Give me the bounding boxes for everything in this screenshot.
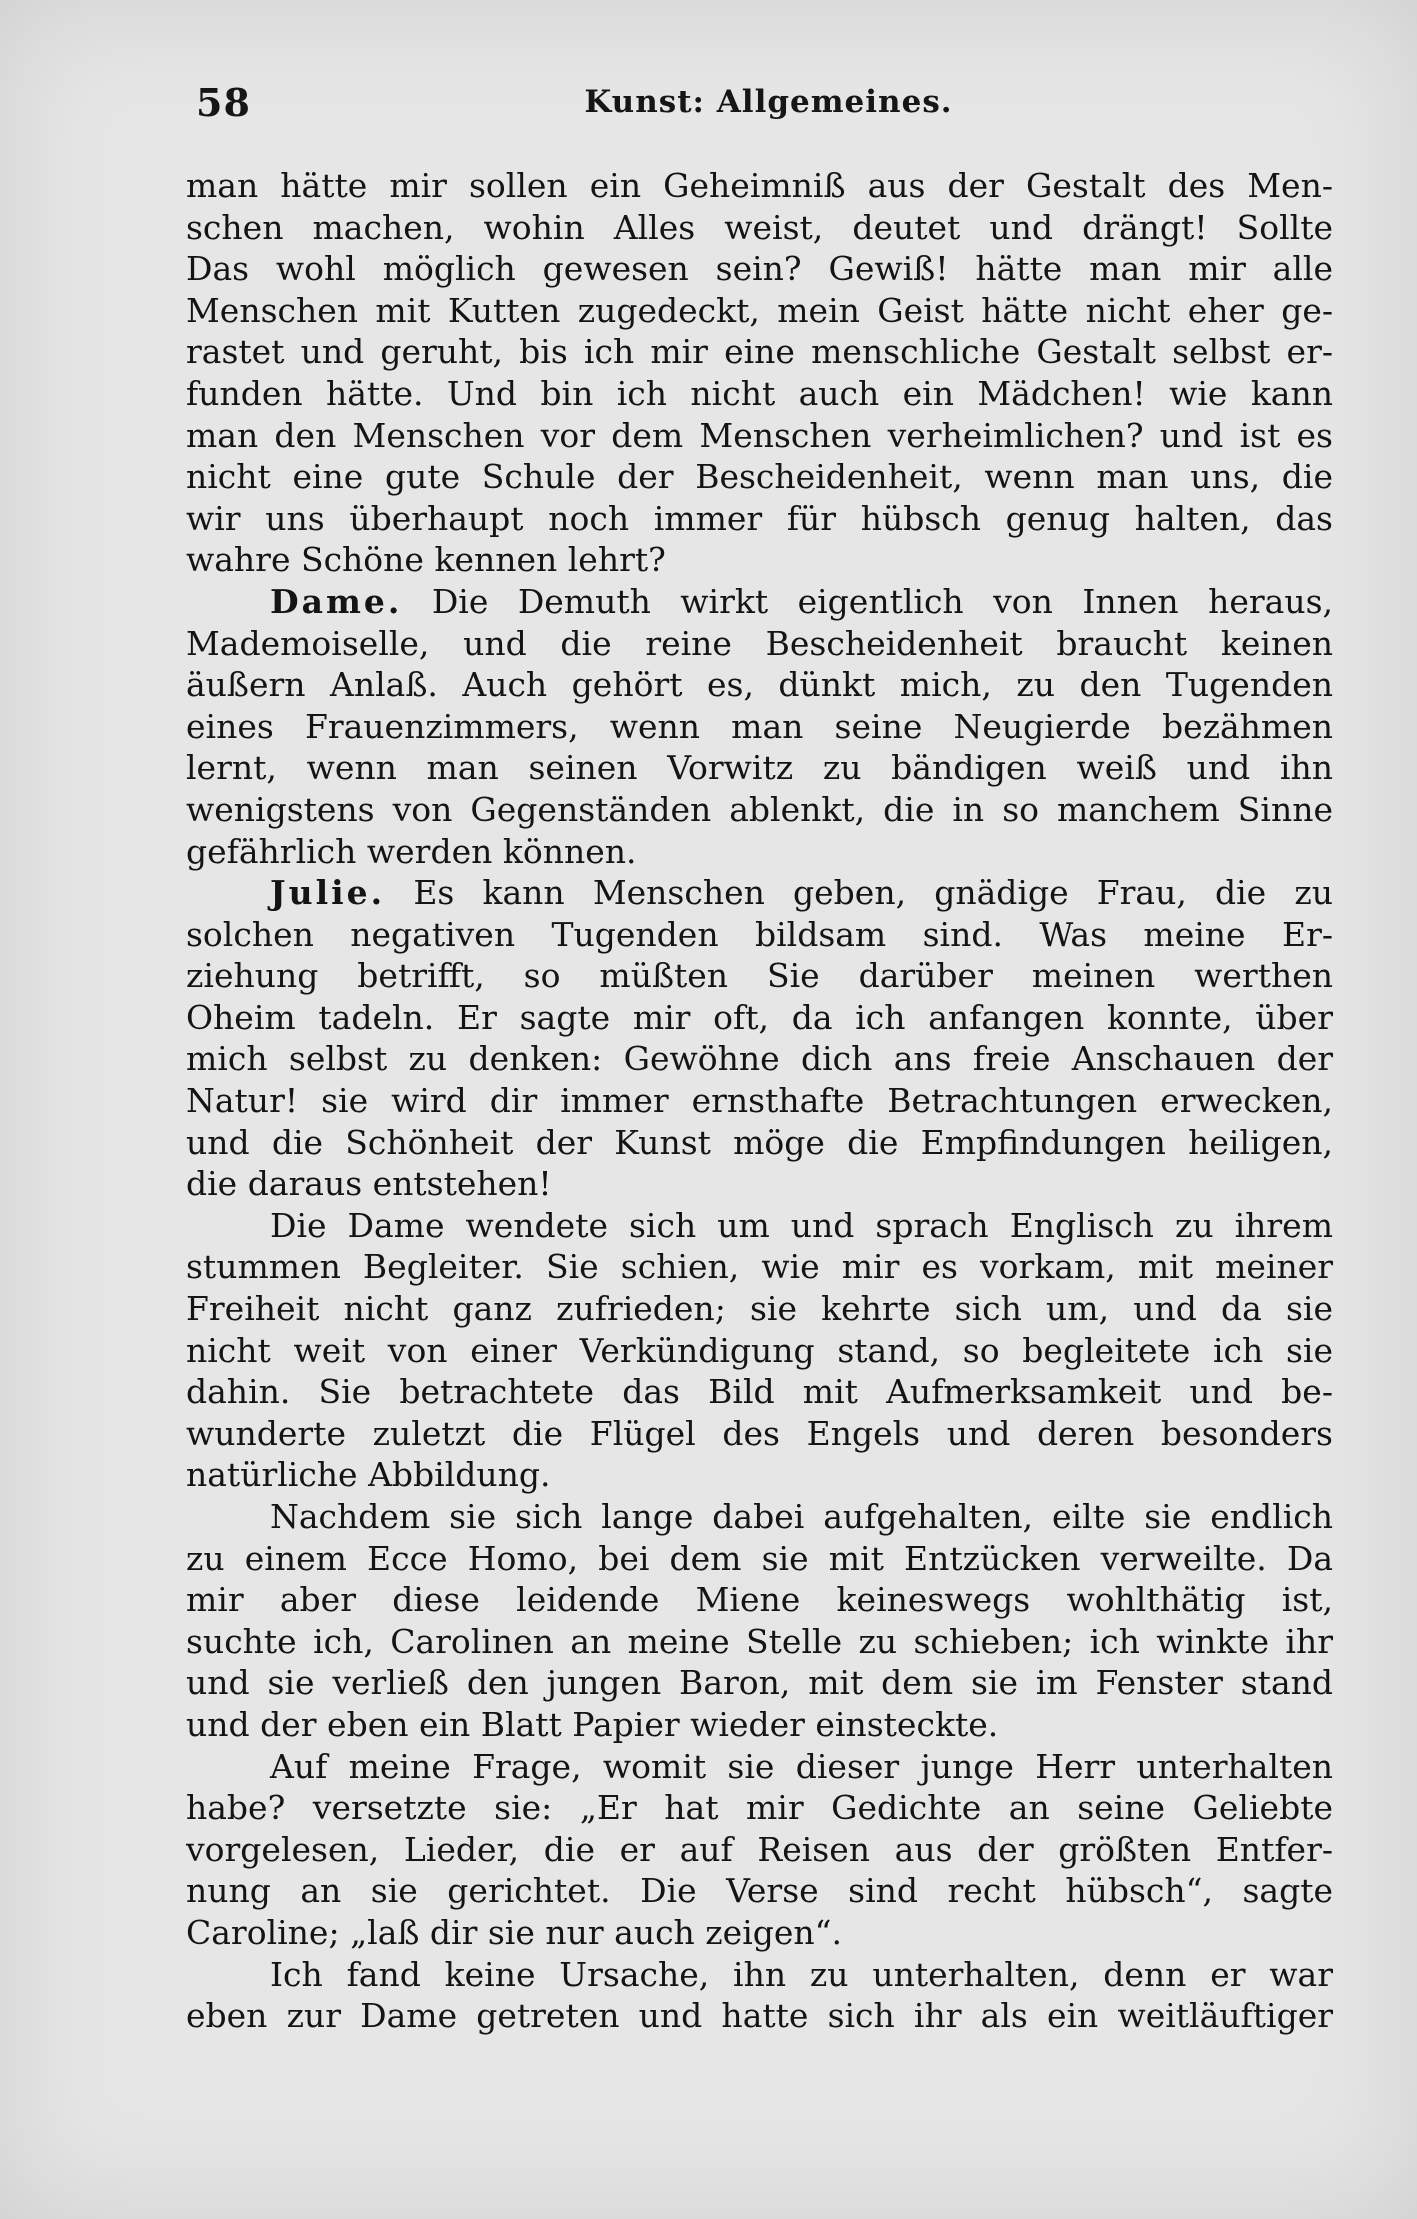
text-line [186, 1122, 1333, 1164]
text-line [186, 747, 1333, 789]
text-line [186, 456, 1333, 498]
text-line [186, 1870, 1333, 1912]
text-line [186, 1787, 1333, 1829]
running-title: Kunst: Allgemeines. [584, 84, 953, 120]
speaker-name: Dame. [270, 581, 403, 621]
line-text: Das wohl möglich gewesen sein? Gewiß! hätte man mir alle [186, 249, 1333, 289]
text-line [186, 706, 1333, 748]
line-text: man hätte mir sollen ein Geheimniß aus der Gestalt des Men- [186, 166, 1333, 205]
line-text: Nachdem sie sich lange dabei aufgehalten, eilte sie endlich [270, 1497, 1333, 1536]
text-line [186, 498, 1333, 540]
text-line [186, 373, 1333, 415]
line-text: Mademoiselle, und die reine Bescheidenheit braucht keinen [186, 623, 1333, 663]
text-line [186, 207, 1333, 249]
line-text: Caroline; „laß dir sie nur auch zeigen“. [186, 1912, 843, 1952]
text-line [186, 623, 1333, 665]
line-text: wir uns überhaupt noch immer für hübsch genug halten, das [186, 498, 1333, 538]
text-line [186, 664, 1333, 706]
text-line [186, 1704, 1333, 1746]
line-text: Freiheit nicht ganz zufrieden; sie kehrte sich um, und da sie [186, 1289, 1333, 1329]
text-line [186, 1038, 1333, 1080]
line-text: nicht weit von einer Verkündigung stand, so begleitete ich sie [186, 1330, 1333, 1370]
text-line [186, 1829, 1333, 1871]
line-text: mir aber diese leidende Miene keineswegs wohlthätig ist, [186, 1580, 1333, 1620]
text-line [186, 955, 1333, 997]
line-text: und der eben ein Blatt Papier wieder einsteckte. [186, 1704, 999, 1744]
line-text: schen machen, wohin Alles weist, deutet und drängt! Sollte [186, 207, 1333, 247]
text-line [186, 581, 1333, 623]
page-number: 58 [196, 80, 251, 125]
line-text: ziehung betrifft, so müßten Sie darüber meinen werthen [186, 956, 1333, 996]
text-line [186, 1080, 1333, 1122]
text-line [186, 1579, 1333, 1621]
line-text: und die Schönheit der Kunst möge die Empfindungen heiligen, [186, 1122, 1333, 1162]
text-line [186, 1163, 1333, 1205]
text-line [186, 1288, 1333, 1330]
line-text: eben zur Dame getreten und hatte sich ihr als ein weitläuftiger [186, 1996, 1333, 2036]
line-text: Die Demuth wirkt eigentlich von Innen heraus, [402, 581, 1333, 621]
line-text: habe? versetzte sie: „Er hat mir Gedichte an seine Geliebte [186, 1788, 1333, 1828]
text-line [186, 1912, 1333, 1954]
line-text: wunderte zuletzt die Flügel des Engels und deren besonders [186, 1413, 1333, 1453]
line-text: dahin. Sie betrachtete das Bild mit Aufmerksamkeit und be- [186, 1372, 1333, 1412]
text-line [186, 1538, 1333, 1580]
line-text: wenigstens von Gegenständen ablenkt, die in so manchem Sinne [186, 789, 1333, 829]
text-line [186, 1621, 1333, 1663]
text-line [186, 914, 1333, 956]
text-line [186, 1330, 1333, 1372]
line-text: man den Menschen vor dem Menschen verheimlichen? und ist es [186, 415, 1333, 455]
line-text: rastet und geruht, bis ich mir eine menschliche Gestalt selbst er- [186, 332, 1333, 372]
text-line [186, 539, 1333, 581]
line-text: nung an sie gerichtet. Die Verse sind recht hübsch“, sagte [186, 1871, 1333, 1911]
text-line [186, 1454, 1333, 1496]
text-line [186, 1662, 1333, 1704]
text-line [186, 165, 1333, 207]
text-line [186, 1954, 1333, 1996]
text-line [186, 1413, 1333, 1455]
line-text: stummen Begleiter. Sie schien, wie mir es vorkam, mit meiner [186, 1247, 1333, 1287]
text-line [186, 248, 1333, 290]
line-text: eines Frauenzimmers, wenn man seine Neugierde bezähmen [186, 706, 1333, 746]
line-text: Natur! sie wird dir immer ernsthafte Betrachtungen erwecken, [186, 1081, 1333, 1121]
line-text: vorgelesen, Lieder, die er auf Reisen aus der größten Entfer- [186, 1829, 1333, 1869]
line-text: zu einem Ecce Homo, bei dem sie mit Entzücken verweilte. Da [186, 1538, 1333, 1578]
text-line [186, 331, 1333, 373]
line-text: Oheim tadeln. Er sagte mir oft, da ich anfangen konnte, über [186, 997, 1333, 1037]
line-text: Es kann Menschen geben, gnädige Frau, die zu [385, 873, 1333, 913]
line-text: gefährlich werden können. [186, 831, 637, 871]
line-text: Ich fand keine Ursache, ihn zu unterhalten, denn er war [270, 1954, 1333, 1994]
line-text: Menschen mit Kutten zugedeckt, mein Geist hätte nicht eher ge- [186, 290, 1333, 330]
text-line [186, 1205, 1333, 1247]
speaker-name: Julie. [270, 873, 386, 913]
text-line [186, 1371, 1333, 1413]
line-text: suchte ich, Carolinen an meine Stelle zu schieben; ich winkte ihr [186, 1621, 1333, 1661]
text-line [186, 831, 1333, 873]
line-text: wahre Schöne kennen lehrt? [186, 540, 666, 580]
line-text: mich selbst zu denken: Gewöhne dich ans freie Anschauen der [186, 1039, 1333, 1079]
line-text: und sie verließ den jungen Baron, mit dem sie im Fenster stand [186, 1663, 1333, 1703]
text-line [186, 1746, 1333, 1788]
line-text: lernt, wenn man seinen Vorwitz zu bändigen weiß und ihn [186, 748, 1333, 788]
text-line [186, 1246, 1333, 1288]
line-text: natürliche Abbildung. [186, 1455, 551, 1495]
line-text: äußern Anlaß. Auch gehört es, dünkt mich, zu den Tugenden [186, 665, 1333, 705]
line-text: nicht eine gute Schule der Bescheidenheit, wenn man uns, die [186, 457, 1333, 497]
line-text: die daraus entstehen! [186, 1164, 552, 1204]
page-header [196, 80, 1341, 130]
body-text [186, 165, 1333, 2037]
line-text: funden hätte. Und bin ich nicht auch ein Mädchen! wie kann [186, 373, 1333, 413]
line-text: Auf meine Frage, womit sie dieser junge Herr unterhalten [270, 1746, 1333, 1786]
text-line [186, 789, 1333, 831]
line-text: solchen negativen Tugenden bildsam sind. Was meine Er- [186, 914, 1333, 954]
text-line [186, 997, 1333, 1039]
text-line [186, 872, 1333, 914]
text-line [186, 1496, 1333, 1538]
text-line [186, 415, 1333, 457]
text-line [186, 290, 1333, 332]
line-text: Die Dame wendete sich um und sprach Englisch zu ihrem [270, 1205, 1333, 1245]
text-line [186, 1995, 1333, 2037]
